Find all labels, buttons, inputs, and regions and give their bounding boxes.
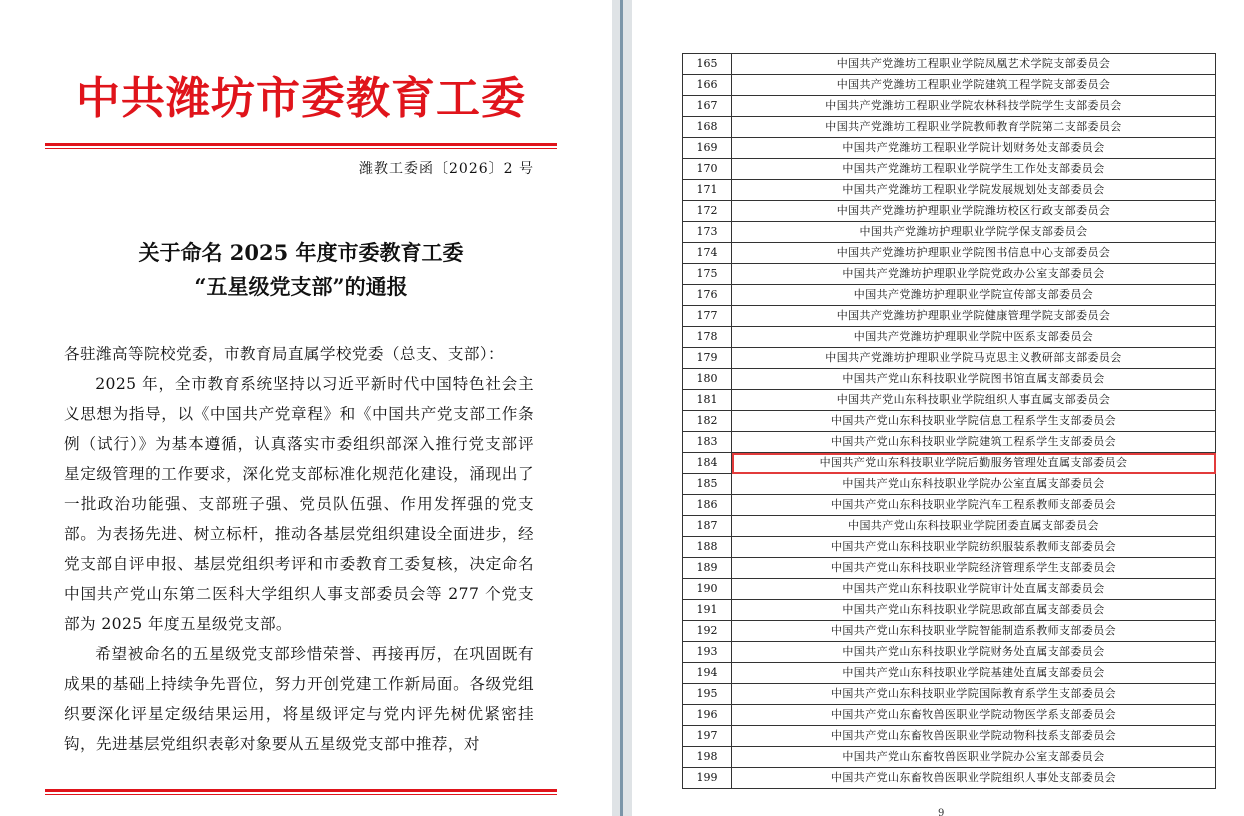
row-number: 187	[683, 516, 732, 537]
salutation: 各驻潍高等院校党委，市教育局直属学校党委（总支、支部）：	[64, 345, 505, 363]
row-number: 169	[683, 138, 732, 159]
row-number: 168	[683, 117, 732, 138]
row-number: 185	[683, 474, 732, 495]
row-number: 165	[683, 54, 732, 75]
row-number: 181	[683, 390, 732, 411]
branch-name: 中国共产党潍坊护理职业学院党政办公室支部委员会	[732, 264, 1216, 285]
page-gutter-line	[620, 0, 623, 816]
branch-list-table	[682, 53, 1216, 789]
notice-title-line2: “五星级党支部”的通报	[194, 274, 408, 299]
table-row	[683, 705, 1216, 726]
branch-name: 中国共产党潍坊工程职业学院农林科技学院学生支部委员会	[732, 96, 1216, 117]
table-row	[683, 285, 1216, 306]
row-number: 176	[683, 285, 732, 306]
document-number: 潍教工委函〔2026〕2 号	[359, 161, 534, 177]
row-number: 198	[683, 747, 732, 768]
table-row	[683, 642, 1216, 663]
row-number: 171	[683, 180, 732, 201]
branch-name: 中国共产党山东科技职业学院审计处直属支部委员会	[732, 579, 1216, 600]
notice-title-line1: 关于命名 2025 年度市委教育工委	[138, 240, 464, 265]
branch-name: 中国共产党山东科技职业学院组织人事直属支部委员会	[732, 390, 1216, 411]
document-page-right	[632, 0, 1244, 816]
row-number: 183	[683, 432, 732, 453]
row-number: 196	[683, 705, 732, 726]
body-paragraph-2: 希望被命名的五星级党支部珍惜荣誉、再接再厉，在巩固既有成果的基础上持续争先晋位，努力开创党建工作新局面。各级党组织要深化评星定级结果运用，将星级评定与党内评先树优紧密挂钩，先进基层党组织表彰对象要从五星级党支部中推荐，对	[64, 645, 534, 753]
branch-name: 中国共产党山东科技职业学院纺织服装系教师支部委员会	[732, 537, 1216, 558]
row-number: 174	[683, 243, 732, 264]
branch-name: 中国共产党山东科技职业学院办公室直属支部委员会	[732, 474, 1216, 495]
branch-name: 中国共产党山东科技职业学院国际教育系学生支部委员会	[732, 684, 1216, 705]
row-number: 192	[683, 621, 732, 642]
branch-name: 中国共产党潍坊工程职业学院发展规划处支部委员会	[732, 180, 1216, 201]
branch-name: 中国共产党潍坊工程职业学院建筑工程学院支部委员会	[732, 75, 1216, 96]
table-row-highlighted	[683, 453, 1216, 474]
branch-name: 中国共产党潍坊护理职业学院中医系支部委员会	[732, 327, 1216, 348]
branch-name: 中国共产党潍坊工程职业学院学生工作处支部委员会	[732, 159, 1216, 180]
table-row	[683, 432, 1216, 453]
branch-name: 中国共产党山东科技职业学院信息工程系学生支部委员会	[732, 411, 1216, 432]
table-row	[683, 726, 1216, 747]
row-number: 197	[683, 726, 732, 747]
table-row	[683, 96, 1216, 117]
branch-name: 中国共产党潍坊护理职业学院马克思主义教研部支部委员会	[732, 348, 1216, 369]
row-number: 173	[683, 222, 732, 243]
row-number: 195	[683, 684, 732, 705]
row-number: 190	[683, 579, 732, 600]
branch-name: 中国共产党潍坊护理职业学院健康管理学院支部委员会	[732, 306, 1216, 327]
table-row	[683, 495, 1216, 516]
branch-name: 中国共产党潍坊工程职业学院教师教育学院第二支部委员会	[732, 117, 1216, 138]
document-page-left	[0, 0, 612, 816]
table-row	[683, 201, 1216, 222]
table-row	[683, 411, 1216, 432]
table-row	[683, 579, 1216, 600]
table-row	[683, 474, 1216, 495]
table-row	[683, 516, 1216, 537]
table-row	[683, 306, 1216, 327]
table-row	[683, 537, 1216, 558]
branch-name: 中国共产党山东畜牧兽医职业学院组织人事处支部委员会	[732, 768, 1216, 789]
branch-name: 中国共产党潍坊工程职业学院计划财务处支部委员会	[732, 138, 1216, 159]
branch-name: 中国共产党潍坊工程职业学院凤凰艺术学院支部委员会	[732, 54, 1216, 75]
table-row	[683, 54, 1216, 75]
table-row	[683, 768, 1216, 789]
row-number: 191	[683, 600, 732, 621]
table-row	[683, 222, 1216, 243]
row-number: 178	[683, 327, 732, 348]
branch-name: 中国共产党山东科技职业学院基建处直属支部委员会	[732, 663, 1216, 684]
branch-name: 中国共产党潍坊护理职业学院图书信息中心支部委员会	[732, 243, 1216, 264]
branch-name: 中国共产党潍坊护理职业学院潍坊校区行政支部委员会	[732, 201, 1216, 222]
branch-name: 中国共产党山东科技职业学院图书馆直属支部委员会	[732, 369, 1216, 390]
branch-name: 中国共产党山东畜牧兽医职业学院办公室支部委员会	[732, 747, 1216, 768]
branch-name: 中国共产党山东科技职业学院团委直属支部委员会	[732, 516, 1216, 537]
table-row	[683, 327, 1216, 348]
table-row	[683, 264, 1216, 285]
table-row	[683, 159, 1216, 180]
branch-name: 中国共产党山东畜牧兽医职业学院动物科技系支部委员会	[732, 726, 1216, 747]
footer-red-rule-thin	[45, 794, 557, 795]
row-number: 177	[683, 306, 732, 327]
row-number: 194	[683, 663, 732, 684]
row-number: 182	[683, 411, 732, 432]
row-number: 166	[683, 75, 732, 96]
table-row	[683, 117, 1216, 138]
body-paragraph-1: 2025 年，全市教育系统坚持以习近平新时代中国特色社会主义思想为指导，以《中国共产党章程》和《中国共产党支部工作条例（试行）》为基本遵循，认真落实市委组织部深入推行党支部评星定级管理的工作要求，深化党支部标准化规范化建设，涌现出了一批政治功能强、支部班子强、党员队伍强、作用发挥强的党支部。为表扬先进、树立标杆，推动各基层党组织建设全面进步，经党支部自评申报、基层党组织考评和市委教育工委复核，决定命名中国共产党山东第二医科大学组织人事支部委员会等 277 个党支部为 2025 年度五星级党支部。	[64, 375, 534, 633]
row-number: 189	[683, 558, 732, 579]
notice-body	[64, 339, 534, 759]
branch-name: 中国共产党山东科技职业学院后勤服务管理处直属支部委员会	[732, 453, 1216, 474]
row-number: 179	[683, 348, 732, 369]
masthead-red-rule	[45, 143, 557, 146]
table-row	[683, 747, 1216, 768]
row-number: 184	[683, 453, 732, 474]
masthead-title: 中共潍坊市委教育工委	[76, 73, 526, 124]
branch-name: 中国共产党山东科技职业学院经济管理系学生支部委员会	[732, 558, 1216, 579]
branch-name: 中国共产党山东科技职业学院汽车工程系教师支部委员会	[732, 495, 1216, 516]
table-row	[683, 138, 1216, 159]
row-number: 175	[683, 264, 732, 285]
branch-name: 中国共产党山东科技职业学院智能制造系教师支部委员会	[732, 621, 1216, 642]
table-row	[683, 180, 1216, 201]
table-row	[683, 663, 1216, 684]
table-row	[683, 369, 1216, 390]
table-row	[683, 390, 1216, 411]
page-number: 9	[938, 808, 945, 816]
masthead-red-rule-thin	[45, 148, 557, 149]
row-number: 167	[683, 96, 732, 117]
table-row	[683, 243, 1216, 264]
footer-red-rule	[45, 789, 557, 792]
row-number: 188	[683, 537, 732, 558]
branch-name: 中国共产党山东科技职业学院建筑工程系学生支部委员会	[732, 432, 1216, 453]
table-row	[683, 684, 1216, 705]
row-number: 172	[683, 201, 732, 222]
row-number: 180	[683, 369, 732, 390]
branch-name: 中国共产党山东科技职业学院思政部直属支部委员会	[732, 600, 1216, 621]
table-row	[683, 621, 1216, 642]
branch-name: 中国共产党山东畜牧兽医职业学院动物医学系支部委员会	[732, 705, 1216, 726]
table-row	[683, 348, 1216, 369]
branch-name: 中国共产党潍坊护理职业学院宣传部支部委员会	[732, 285, 1216, 306]
table-row	[683, 75, 1216, 96]
row-number: 193	[683, 642, 732, 663]
row-number: 199	[683, 768, 732, 789]
branch-name: 中国共产党山东科技职业学院财务处直属支部委员会	[732, 642, 1216, 663]
table-row	[683, 558, 1216, 579]
branch-name: 中国共产党潍坊护理职业学院学保支部委员会	[732, 222, 1216, 243]
table-row	[683, 600, 1216, 621]
row-number: 186	[683, 495, 732, 516]
row-number: 170	[683, 159, 732, 180]
